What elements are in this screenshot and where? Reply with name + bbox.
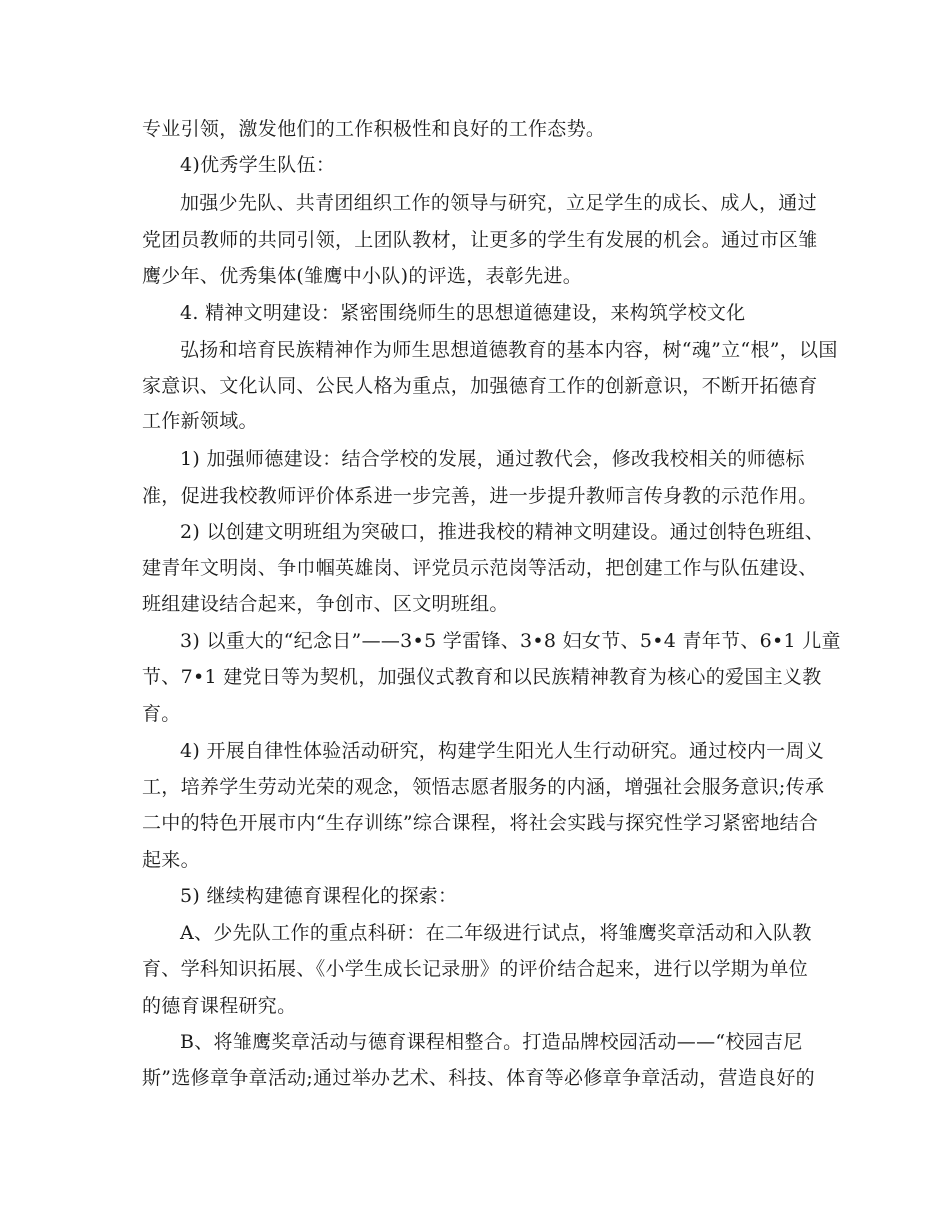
- text-line: 二中的特色开展市内“生存训练”综合课程，将社会实践与探究性学习紧密地结合: [142, 812, 819, 834]
- text-line: 的德育课程研究。: [142, 995, 297, 1017]
- text-line: B、将雏鹰奖章活动与德育课程相整合。打造品牌校园活动——“校园吉尼: [180, 1031, 803, 1053]
- text-line: 加强少先队、共青团组织工作的领导与研究，立足学生的成长、成人，通过: [180, 192, 817, 214]
- text-line: A、少先队工作的重点科研：在二年级进行试点，将雏鹰奖章活动和入队教: [180, 922, 812, 944]
- text-line: 1) 加强师德建设：结合学校的发展，通过教代会，修改我校相关的师德标: [180, 448, 805, 470]
- text-line: 建青年文明岗、争巾帼英雄岗、评党员示范岗等活动，把创建工作与队伍建设、: [142, 557, 818, 579]
- text-line: 专业引领，激发他们的工作积极性和良好的工作态势。: [142, 118, 606, 140]
- text-line: 2) 以创建文明班组为突破口，推进我校的精神文明建设。通过创特色班组、: [180, 521, 825, 543]
- text-line: 准，促进我校教师评价体系进一步完善，进一步提升教师言传身教的示范作用。: [142, 485, 818, 507]
- text-line: 育、学科知识拓展、《小学生成长记录册》的评价结合起来，进行以学期为单位: [142, 958, 809, 980]
- text-line: 弘扬和培育民族精神作为师生思想道德教育的基本内容，树“魂”立“根”，以国: [180, 339, 838, 361]
- text-line: 节、7•1 建党日等为契机，加强仪式教育和以民族精神教育为核心的爱国主义教: [142, 666, 822, 688]
- text-line: 4) 开展自律性体验活动研究，构建学生阳光人生行动研究。通过校内一周义: [180, 740, 825, 762]
- text-line: 家意识、文化认同、公民人格为重点，加强德育工作的创新意识，不断开拓德育: [142, 375, 818, 397]
- text-line: 斯”选修章争章活动;通过举办艺术、科技、体育等必修章争章活动，营造良好的: [142, 1067, 815, 1089]
- text-line: 党团员教师的共同引领，上团队教材，让更多的学生有发展的机会。通过市区雏: [142, 229, 818, 251]
- text-line: 鹰少年、优秀集体(雏鹰中小队)的评选，表彰先进。: [142, 265, 583, 287]
- section-heading: 4. 精神文明建设：紧密围绕师生的思想道德建设，来构筑学校文化: [180, 302, 746, 324]
- text-line: 育。: [142, 703, 181, 725]
- list-heading: 5) 继续构建德育课程化的探索：: [180, 885, 458, 907]
- text-line: 工作新领域。: [142, 410, 258, 432]
- text-line: 工，培养学生劳动光荣的观念，领悟志愿者服务的内涵，增强社会服务意识;传承: [142, 776, 825, 798]
- text-line: 3) 以重大的“纪念日”——3•5 学雷锋、3•8 妇女节、5•4 青年节、6•1 儿童: [180, 630, 841, 652]
- text-line: 起来。: [142, 849, 200, 871]
- list-heading: 4)优秀学生队伍：: [180, 154, 336, 176]
- text-line: 班组建设结合起来，争创市、区文明班组。: [142, 593, 509, 615]
